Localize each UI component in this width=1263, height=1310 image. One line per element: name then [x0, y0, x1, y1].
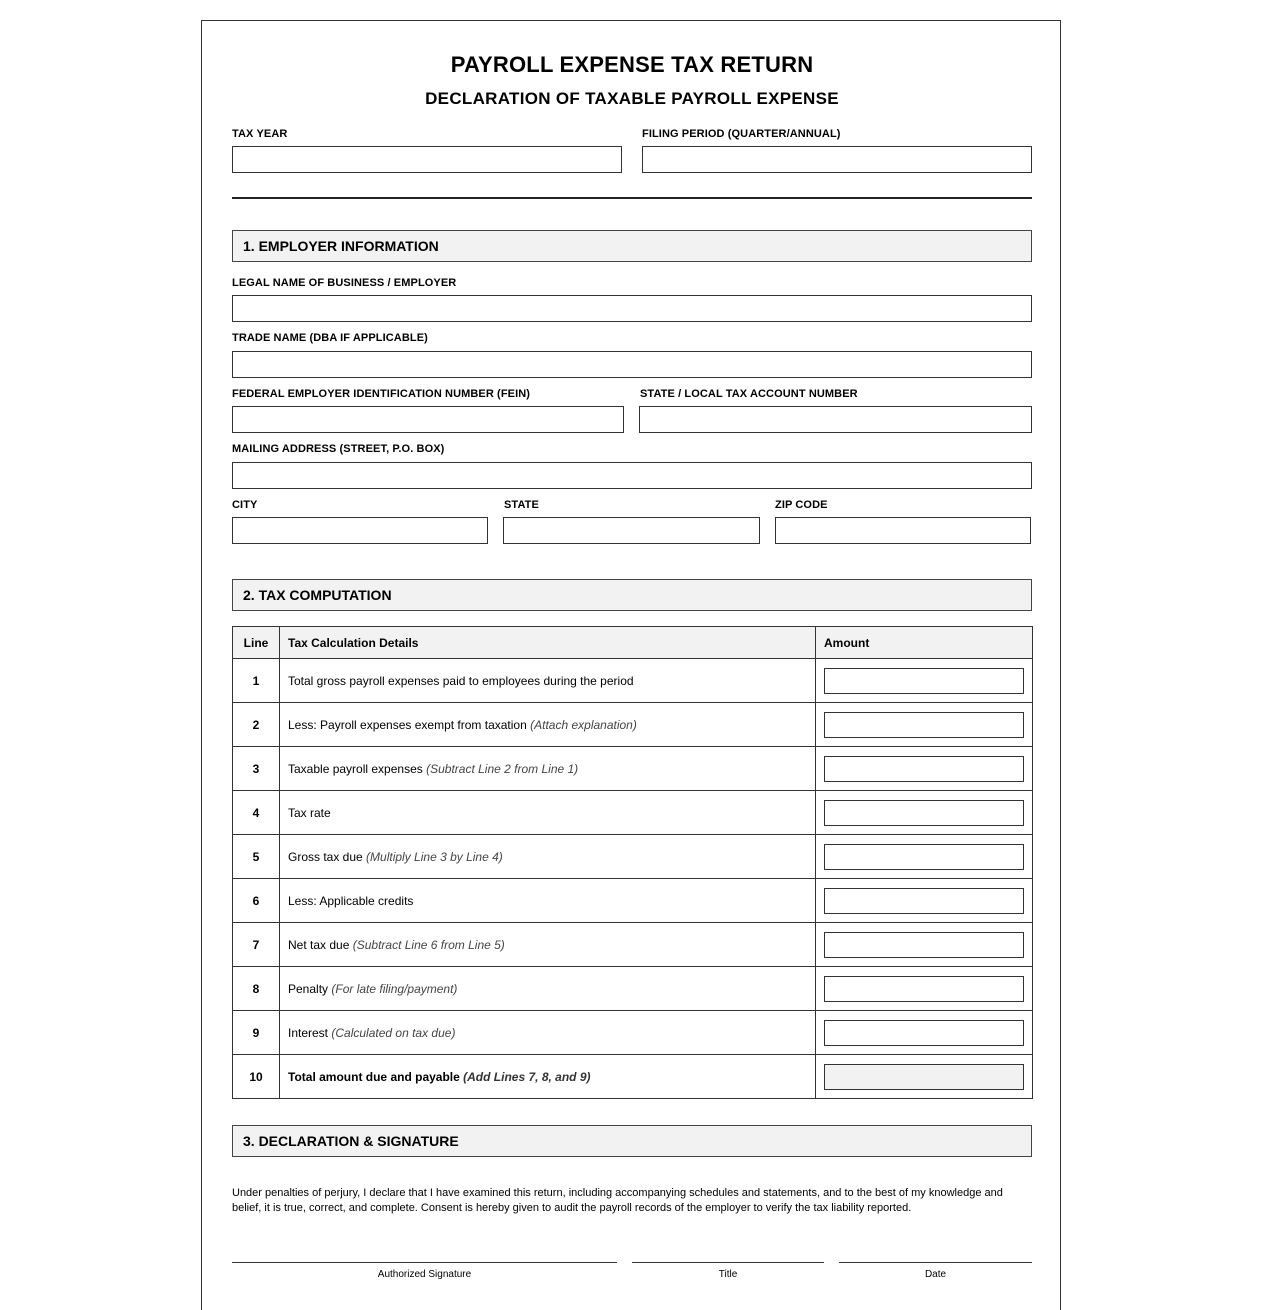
line-description	[280, 703, 816, 747]
line-number: 8	[233, 967, 280, 1011]
declaration-text: Under penalties of perjury, I declare that I have examined this return, including accompanying schedules and statements, and to the best of my knowledge and belief, it is true, correct, and complete. Consent is hereby given to audit the payroll records of the employer to verify the tax liability reported.	[232, 1187, 1003, 1214]
city-field[interactable]	[232, 517, 488, 544]
section-tax-computation	[232, 579, 1032, 611]
fein-field[interactable]	[232, 406, 624, 433]
line-text: Less: Payroll expenses exempt from taxation	[288, 717, 527, 732]
table-header-row	[233, 627, 1033, 659]
zip-field[interactable]	[775, 517, 1031, 544]
tax-year-label: TAX YEAR	[232, 128, 288, 140]
line-text: Interest	[288, 1025, 329, 1040]
zip-label: ZIP CODE	[775, 499, 828, 511]
table-row	[233, 835, 1033, 879]
title-label: Title	[718, 1269, 738, 1280]
section-declaration-signature	[232, 1125, 1032, 1157]
state-field[interactable]	[503, 517, 760, 544]
tax-computation-table	[232, 626, 1033, 1099]
signature-label: Authorized Signature	[377, 1269, 472, 1280]
amount-cell	[816, 747, 1033, 791]
state-label: STATE	[504, 499, 539, 511]
line-description	[280, 1055, 816, 1099]
line-note: (Multiply Line 3 by Line 4)	[366, 849, 503, 864]
form-page	[201, 20, 1061, 1310]
tax-year-field[interactable]	[232, 146, 622, 173]
column-header-details: Tax Calculation Details	[280, 627, 816, 659]
trade-name-label: TRADE NAME (DBA IF APPLICABLE)	[232, 332, 428, 344]
table-row	[233, 703, 1033, 747]
amount-field-line-9[interactable]	[824, 1020, 1024, 1046]
line-note: (Add Lines 7, 8, and 9)	[463, 1069, 591, 1084]
line-description	[280, 967, 816, 1011]
table-row	[233, 747, 1033, 791]
line-text: Total gross payroll expenses paid to employees during the period	[288, 673, 634, 688]
form-subtitle: DECLARATION OF TAXABLE PAYROLL EXPENSE	[425, 89, 839, 108]
line-note: (Subtract Line 2 from Line 1)	[426, 761, 579, 776]
amount-cell	[816, 659, 1033, 703]
line-text: Total amount due and payable	[288, 1069, 460, 1084]
section-heading: 3. DECLARATION & SIGNATURE	[243, 1133, 459, 1149]
line-description	[280, 923, 816, 967]
column-header-line: Line	[233, 627, 280, 659]
amount-cell	[816, 835, 1033, 879]
line-number: 7	[233, 923, 280, 967]
line-description	[280, 1011, 816, 1055]
line-description	[280, 879, 816, 923]
signature-line[interactable]	[232, 1262, 617, 1263]
line-note: (Subtract Line 6 from Line 5)	[352, 937, 505, 952]
state-account-field[interactable]	[639, 406, 1032, 433]
address-field[interactable]	[232, 462, 1032, 489]
amount-field-line-7[interactable]	[824, 932, 1024, 958]
date-line[interactable]	[839, 1262, 1032, 1263]
line-number: 9	[233, 1011, 280, 1055]
title-line[interactable]	[632, 1262, 824, 1263]
table-row	[233, 967, 1033, 1011]
form-title: PAYROLL EXPENSE TAX RETURN	[450, 52, 814, 77]
amount-cell	[816, 703, 1033, 747]
fein-label: FEDERAL EMPLOYER IDENTIFICATION NUMBER (FEIN)	[232, 388, 531, 400]
line-note: (Attach explanation)	[530, 717, 637, 732]
line-number: 1	[233, 659, 280, 703]
line-number: 6	[233, 879, 280, 923]
filing-period-label: FILING PERIOD (QUARTER/ANNUAL)	[642, 128, 841, 140]
line-text: Less: Applicable credits	[288, 893, 414, 908]
line-number: 4	[233, 791, 280, 835]
table-row	[233, 1011, 1033, 1055]
line-number: 10	[233, 1055, 280, 1099]
amount-field-line-3[interactable]	[824, 756, 1024, 782]
address-label: MAILING ADDRESS (STREET, P.O. BOX)	[232, 443, 445, 455]
line-note: (Calculated on tax due)	[331, 1025, 456, 1040]
table-row	[233, 923, 1033, 967]
table-row-total	[233, 1055, 1033, 1099]
amount-cell	[816, 1055, 1033, 1099]
amount-cell	[816, 1011, 1033, 1055]
section-employer-information	[232, 230, 1032, 262]
line-number: 5	[233, 835, 280, 879]
line-text: Net tax due	[288, 937, 350, 952]
amount-field-line-10[interactable]	[824, 1064, 1024, 1090]
section-heading: 2. TAX COMPUTATION	[243, 587, 392, 603]
line-description	[280, 747, 816, 791]
table-row	[233, 659, 1033, 703]
line-description	[280, 791, 816, 835]
line-description	[280, 659, 816, 703]
table-row	[233, 879, 1033, 923]
amount-cell	[816, 967, 1033, 1011]
line-text: Gross tax due	[288, 849, 363, 864]
amount-field-line-1[interactable]	[824, 668, 1024, 694]
amount-field-line-2[interactable]	[824, 712, 1024, 738]
line-number: 3	[233, 747, 280, 791]
line-text: Taxable payroll expenses	[288, 761, 423, 776]
amount-field-line-5[interactable]	[824, 844, 1024, 870]
line-description	[280, 835, 816, 879]
section-heading: 1. EMPLOYER INFORMATION	[243, 238, 439, 254]
line-text: Tax rate	[288, 805, 331, 820]
legal-name-field[interactable]	[232, 295, 1032, 322]
line-number: 2	[233, 703, 280, 747]
header-divider	[232, 197, 1032, 199]
amount-cell	[816, 923, 1033, 967]
legal-name-label: LEGAL NAME OF BUSINESS / EMPLOYER	[232, 277, 457, 289]
line-text: Penalty	[288, 981, 329, 996]
amount-field-line-8[interactable]	[824, 976, 1024, 1002]
filing-period-field[interactable]	[642, 146, 1032, 173]
table-row	[233, 791, 1033, 835]
amount-field-line-4[interactable]	[824, 800, 1024, 826]
amount-field-line-6[interactable]	[824, 888, 1024, 914]
column-header-amount: Amount	[816, 627, 1033, 659]
state-account-label: STATE / LOCAL TAX ACCOUNT NUMBER	[640, 388, 858, 400]
trade-name-field[interactable]	[232, 351, 1032, 378]
date-label: Date	[924, 1269, 947, 1280]
amount-cell	[816, 879, 1033, 923]
amount-cell	[816, 791, 1033, 835]
city-label: CITY	[232, 499, 258, 511]
line-note: (For late filing/payment)	[331, 981, 458, 996]
